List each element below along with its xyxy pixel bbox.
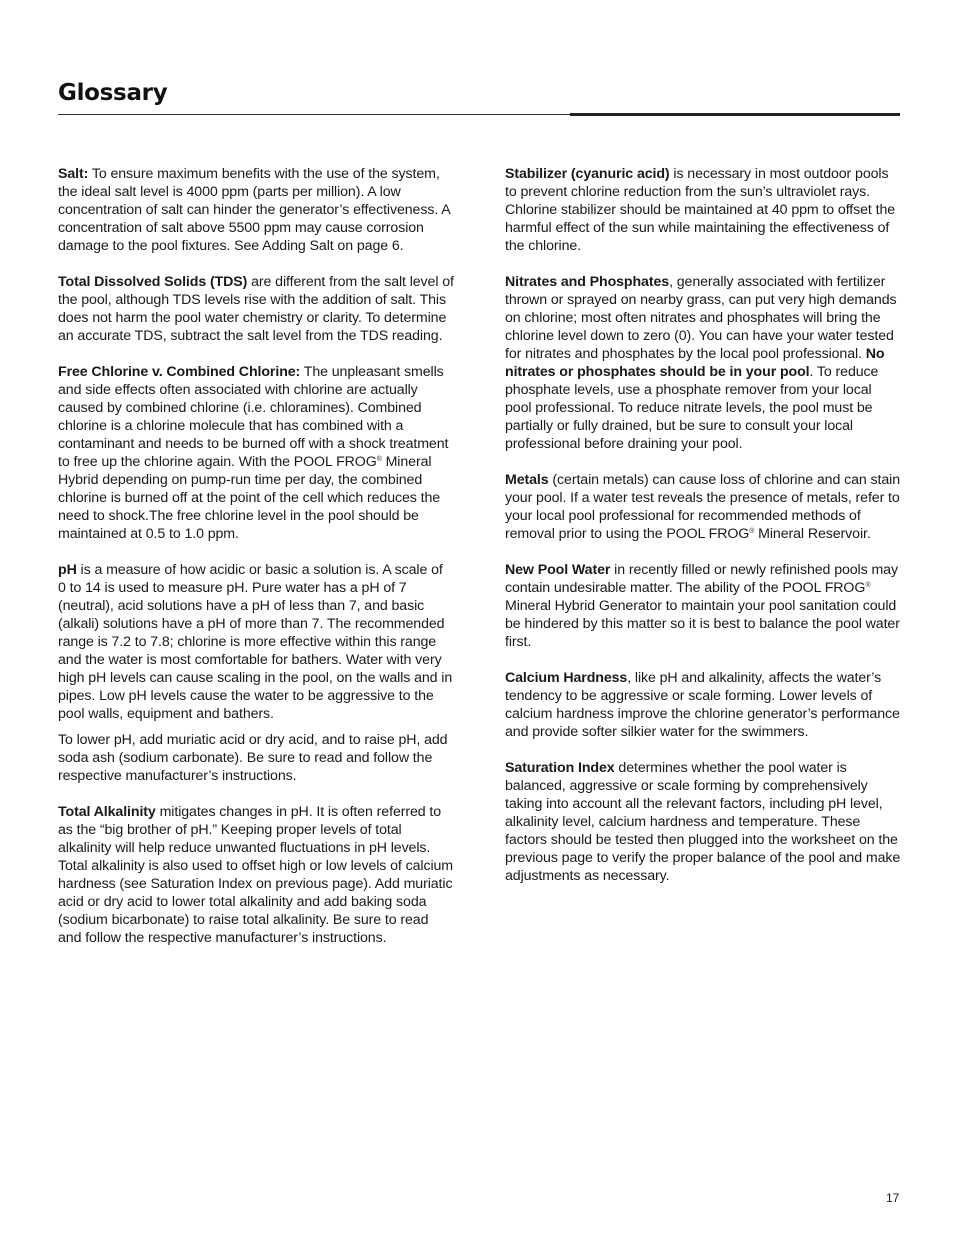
glossary-definition: mitigates changes in pH. It is often referred to as the “big brother of pH.” Keeping proper levels of total alkalinity will help reduce unwanted fluctuations in pH levels. Total alkalinity is also used to offset high or low levels of calcium hardness (see Saturation Index on previous page). Add muriatic acid or dry acid to lower total alkalinity and add baking soda (sodium bicarbonate) to raise total alkalinity. Be sure to read and follow the respective manufacturer’s instructions. [58,804,454,946]
glossary-term: pH [58,562,77,578]
glossary-entry-ph-adjust [58,731,454,785]
glossary-term: Salt: [58,166,89,182]
page-number: 17 [886,1191,900,1205]
registered-mark: ® [376,456,382,463]
page-title: Glossary [58,80,168,106]
glossary-entry-new-pool-water [505,561,901,651]
glossary-entry-tds [58,273,454,345]
glossary-term: Total Alkalinity [58,804,156,820]
glossary-emphasis: No nitrates or phosphates should be in your pool [505,346,885,380]
glossary-definition-cont: Mineral Hybrid Generator to maintain your pool sanitation could be hindered by this matter so it is best to balance the pool water first. [505,598,900,650]
glossary-term: Metals [505,472,549,488]
glossary-definition: To lower pH, add muriatic acid or dry acid, and to raise pH, add soda ash (sodium carbonate). Be sure to read and follow the respective manufacturer’s instructions. [58,732,448,784]
glossary-entry-alkalinity [58,803,454,947]
glossary-term: Free Chlorine v. Combined Chlorine: [58,364,301,380]
glossary-entry-nitrates [505,273,901,453]
glossary-definition-cont: Mineral Hybrid depending on pump-run time per day, the combined chlorine is burned off at the point of the cell which reduces the need to shock.The free chlorine level in the pool should be maintained at 0.5 to 1.0 ppm. [58,454,441,542]
title-rule-accent [570,113,900,116]
glossary-term: Saturation Index [505,760,615,776]
glossary-definition: The unpleasant smells and side effects often associated with chlorine are actually caused by combined chlorine (i.e. chloramines). Combined chlorine is a chlorine molecule that has combined with a contaminant and needs to be burned off with a shock treatment to free up the chlorine again. With the POOL FROG [58,364,449,470]
registered-mark: ® [865,582,871,589]
glossary-term: Calcium Hardness [505,670,628,686]
glossary-term: Total Dissolved Solids (TDS) [58,274,248,290]
left-column [58,165,454,965]
registered-mark: ® [749,528,755,535]
glossary-definition: , like pH and alkalinity, affects the water’s tendency to be aggressive or scale forming. Lower levels of calcium hardness improve the chlorine generator’s performance and provide softer silkier water for the swimmers. [505,670,900,740]
glossary-entry-saturation-index [505,759,901,885]
glossary-term: Stabilizer (cyanuric acid) [505,166,670,182]
glossary-definition: (certain metals) can cause loss of chlorine and can stain your pool. If a water test reveals the presence of metals, refer to your local pool professional for recommended methods of removal prior to using the POOL FROG [505,472,900,542]
glossary-term: New Pool Water [505,562,611,578]
glossary-entry-salt [58,165,454,255]
glossary-definition-cont: Mineral Reservoir. [754,526,871,542]
glossary-definition: determines whether the pool water is balanced, aggressive or scale forming by comprehensively taking into account all the relevant factors, including pH level, alkalinity level, calcium hardness and temperature. These factors should be tested then plugged into the worksheet on the previous page to verify the proper balance of the pool and make adjustments as necessary. [505,760,901,884]
glossary-definition: are different from the salt level of the pool, although TDS levels rise with the addition of salt. This does not harm the pool water chemistry or clarity. To determine an accurate TDS, subtract the salt level from the TDS reading. [58,274,454,344]
glossary-definition: To ensure maximum benefits with the use of the system, the ideal salt level is 4000 ppm (parts per million). A low concentration of salt can hinder the generator’s effectiveness. A concentration of salt above 5500 ppm may cause corrosion damage to the pool fixtures. See Adding Salt on page 6. [58,166,450,254]
glossary-definition: is necessary in most outdoor pools to prevent chlorine reduction from the sun’s ultraviolet rays. Chlorine stabilizer should be maintained at 40 ppm to offset the harmful effect of the sun while maintaining the effectiveness of the chlorine. [505,166,896,254]
glossary-entry-metals [505,471,901,543]
glossary-definition: , generally associated with fertilizer thrown or sprayed on nearby grass, can put very high demands on chlorine; most often nitrates and phosphates will bring the chlorine level down to zero (0). You can have your water tested for nitrates and phosphates by the local pool professional. [505,274,897,362]
glossary-definition: in recently filled or newly refinished pools may contain undesirable matter. The ability of the POOL FROG [505,562,898,596]
glossary-entry-ph [58,561,454,723]
right-column [505,165,901,903]
glossary-entry-free-chlorine [58,363,454,543]
glossary-entry-calcium-hardness [505,669,901,741]
glossary-term: Nitrates and Phosphates [505,274,670,290]
glossary-entry-stabilizer [505,165,901,255]
glossary-definition: is a measure of how acidic or basic a solution is. A scale of 0 to 14 is used to measure pH. Pure water has a pH of 7 (neutral), acid solutions have a pH of less than 7, and basic (alkali) solutions have a pH of more than 7. The recommended range is 7.2 to 7.8; chlorine is more effective within this range and the water is most comfortable for bathers. Water with very high pH levels can cause scaling in the pool, on the walls and in pipes. Low pH levels cause the water to be aggressive to the pool walls, equipment and bathers. [58,562,453,722]
glossary-definition-cont: . To reduce phosphate levels, use a phosphate remover from your local pool professional. To reduce nitrate levels, the pool must be partially or fully drained, but be sure to consult your local professional before draining your pool. [505,364,879,452]
